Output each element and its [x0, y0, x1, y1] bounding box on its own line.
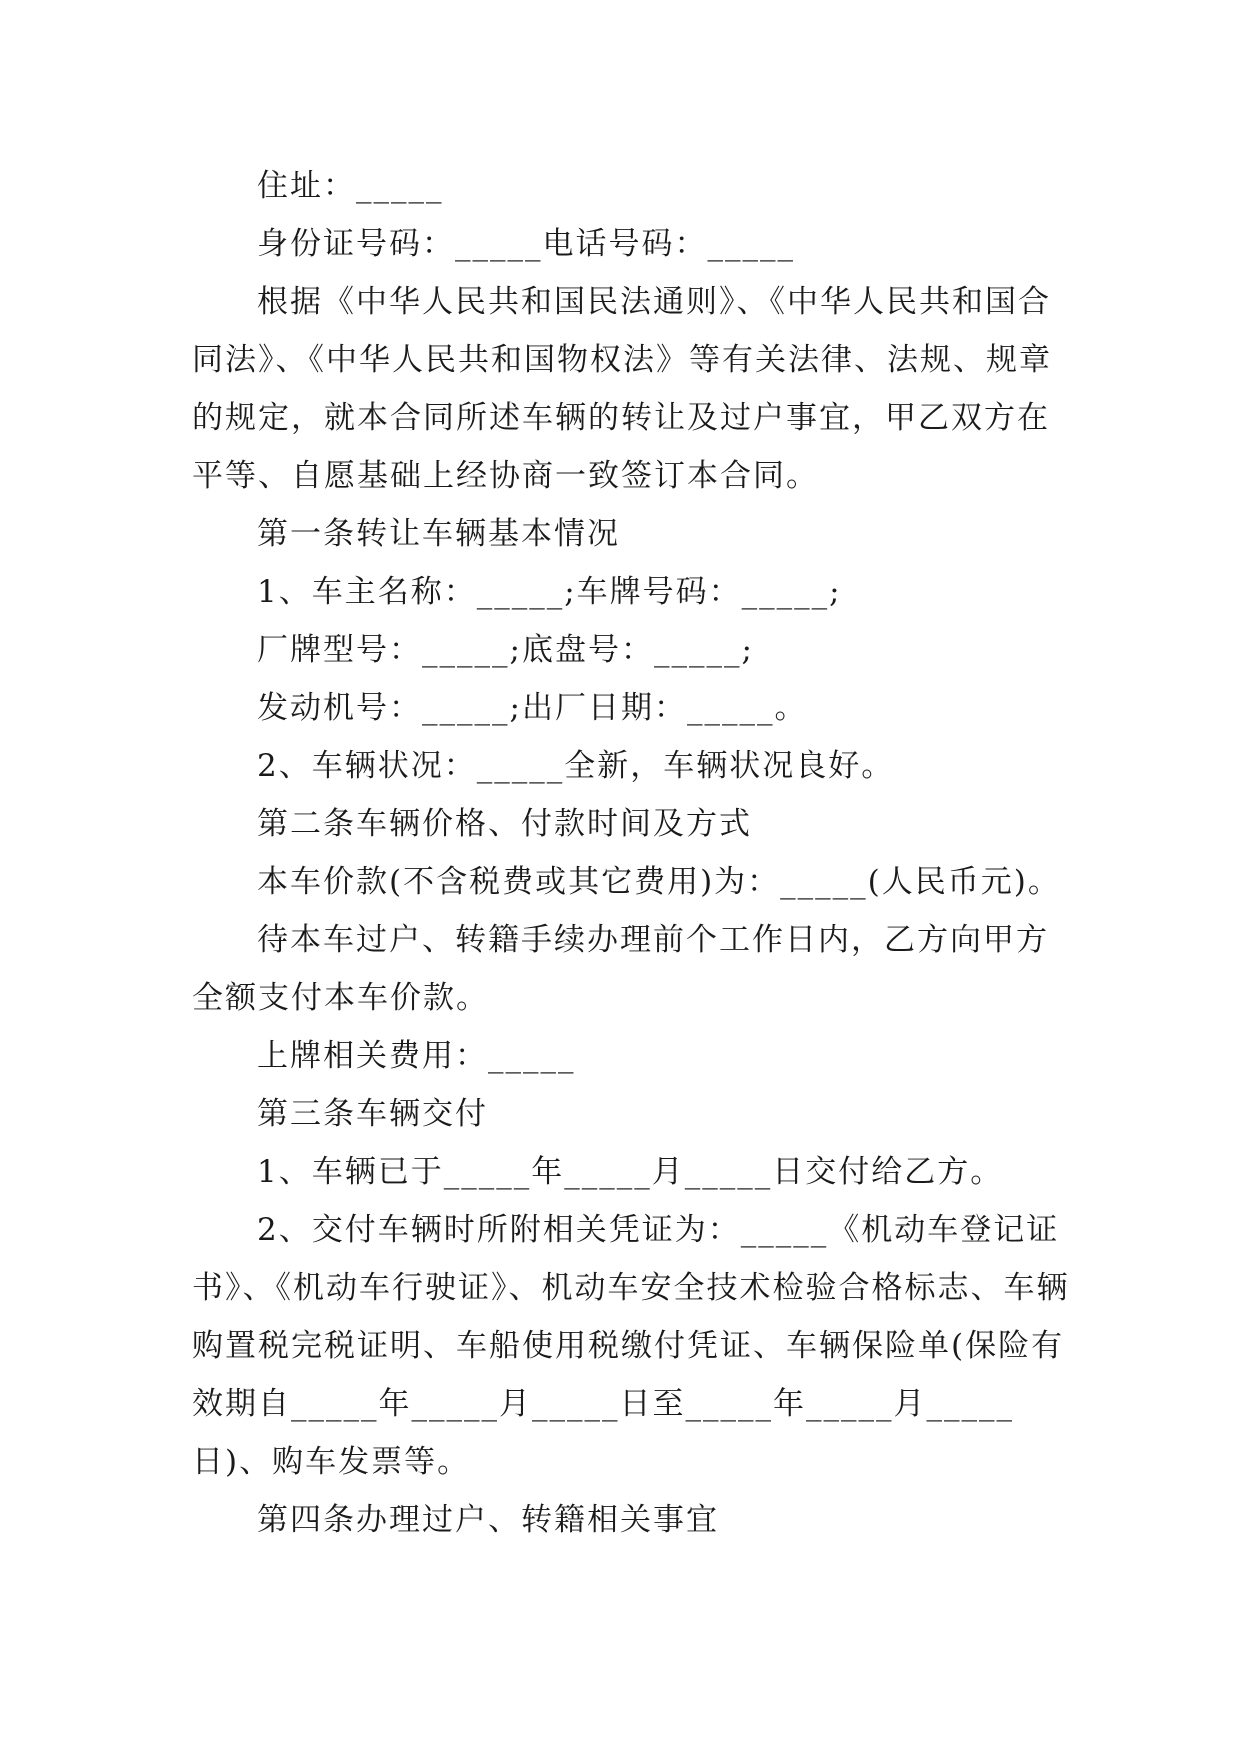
- article-4-heading: 第四条办理过户、转籍相关事宜: [257, 1502, 719, 1538]
- price-line: 本车价款(不含税费或其它费用)为：_____(人民币元)。: [257, 864, 1061, 900]
- delivery-date-line: 1、车辆已于_____年_____月_____日交付给乙方。: [257, 1154, 1004, 1190]
- registration-fee-line: 上牌相关费用：_____: [257, 1038, 576, 1074]
- owner-plate-line: 1、车主名称：_____;车牌号码：_____;: [257, 574, 842, 610]
- article-2-heading: 第二条车辆价格、付款时间及方式: [257, 806, 752, 842]
- contract-body: [192, 157, 1072, 1549]
- payment-paragraph: 待本车过户、转籍手续办理前个工作日内，乙方向甲方全额支付本车价款。: [192, 922, 1049, 1016]
- legal-basis-paragraph: 根据《中华人民共和国民法通则》、《中华人民共和国合同法》、《中华人民共和国物权法》等有关法律、法规、规章的规定，就本合同所述车辆的转让及过户事宜，甲乙双方在平等、自愿基础上经协商一致签订本合同。: [192, 284, 1052, 494]
- vehicle-condition-line: 2、车辆状况：_____全新，车辆状况良好。: [257, 748, 895, 784]
- article-3-heading: 第三条车辆交付: [257, 1096, 488, 1132]
- address-line: 住址：_____: [257, 168, 444, 204]
- engine-date-line: 发动机号：_____;出厂日期：_____。: [257, 690, 808, 726]
- delivery-documents-paragraph: 2、交付车辆时所附相关凭证为：_____《机动车登记证书》、《机动车行驶证》、机动车安全技术检验合格标志、车辆购置税完税证明、车船使用税缴付凭证、车辆保险单(保险有效期自_____年_____月_____日至_____年_____月_____日)、购车发票等。: [192, 1212, 1070, 1480]
- article-1-heading: 第一条转让车辆基本情况: [257, 516, 620, 552]
- id-phone-line: 身份证号码：_____电话号码：_____: [257, 226, 795, 262]
- model-chassis-line: 厂牌型号：_____;底盘号：_____;: [257, 632, 754, 668]
